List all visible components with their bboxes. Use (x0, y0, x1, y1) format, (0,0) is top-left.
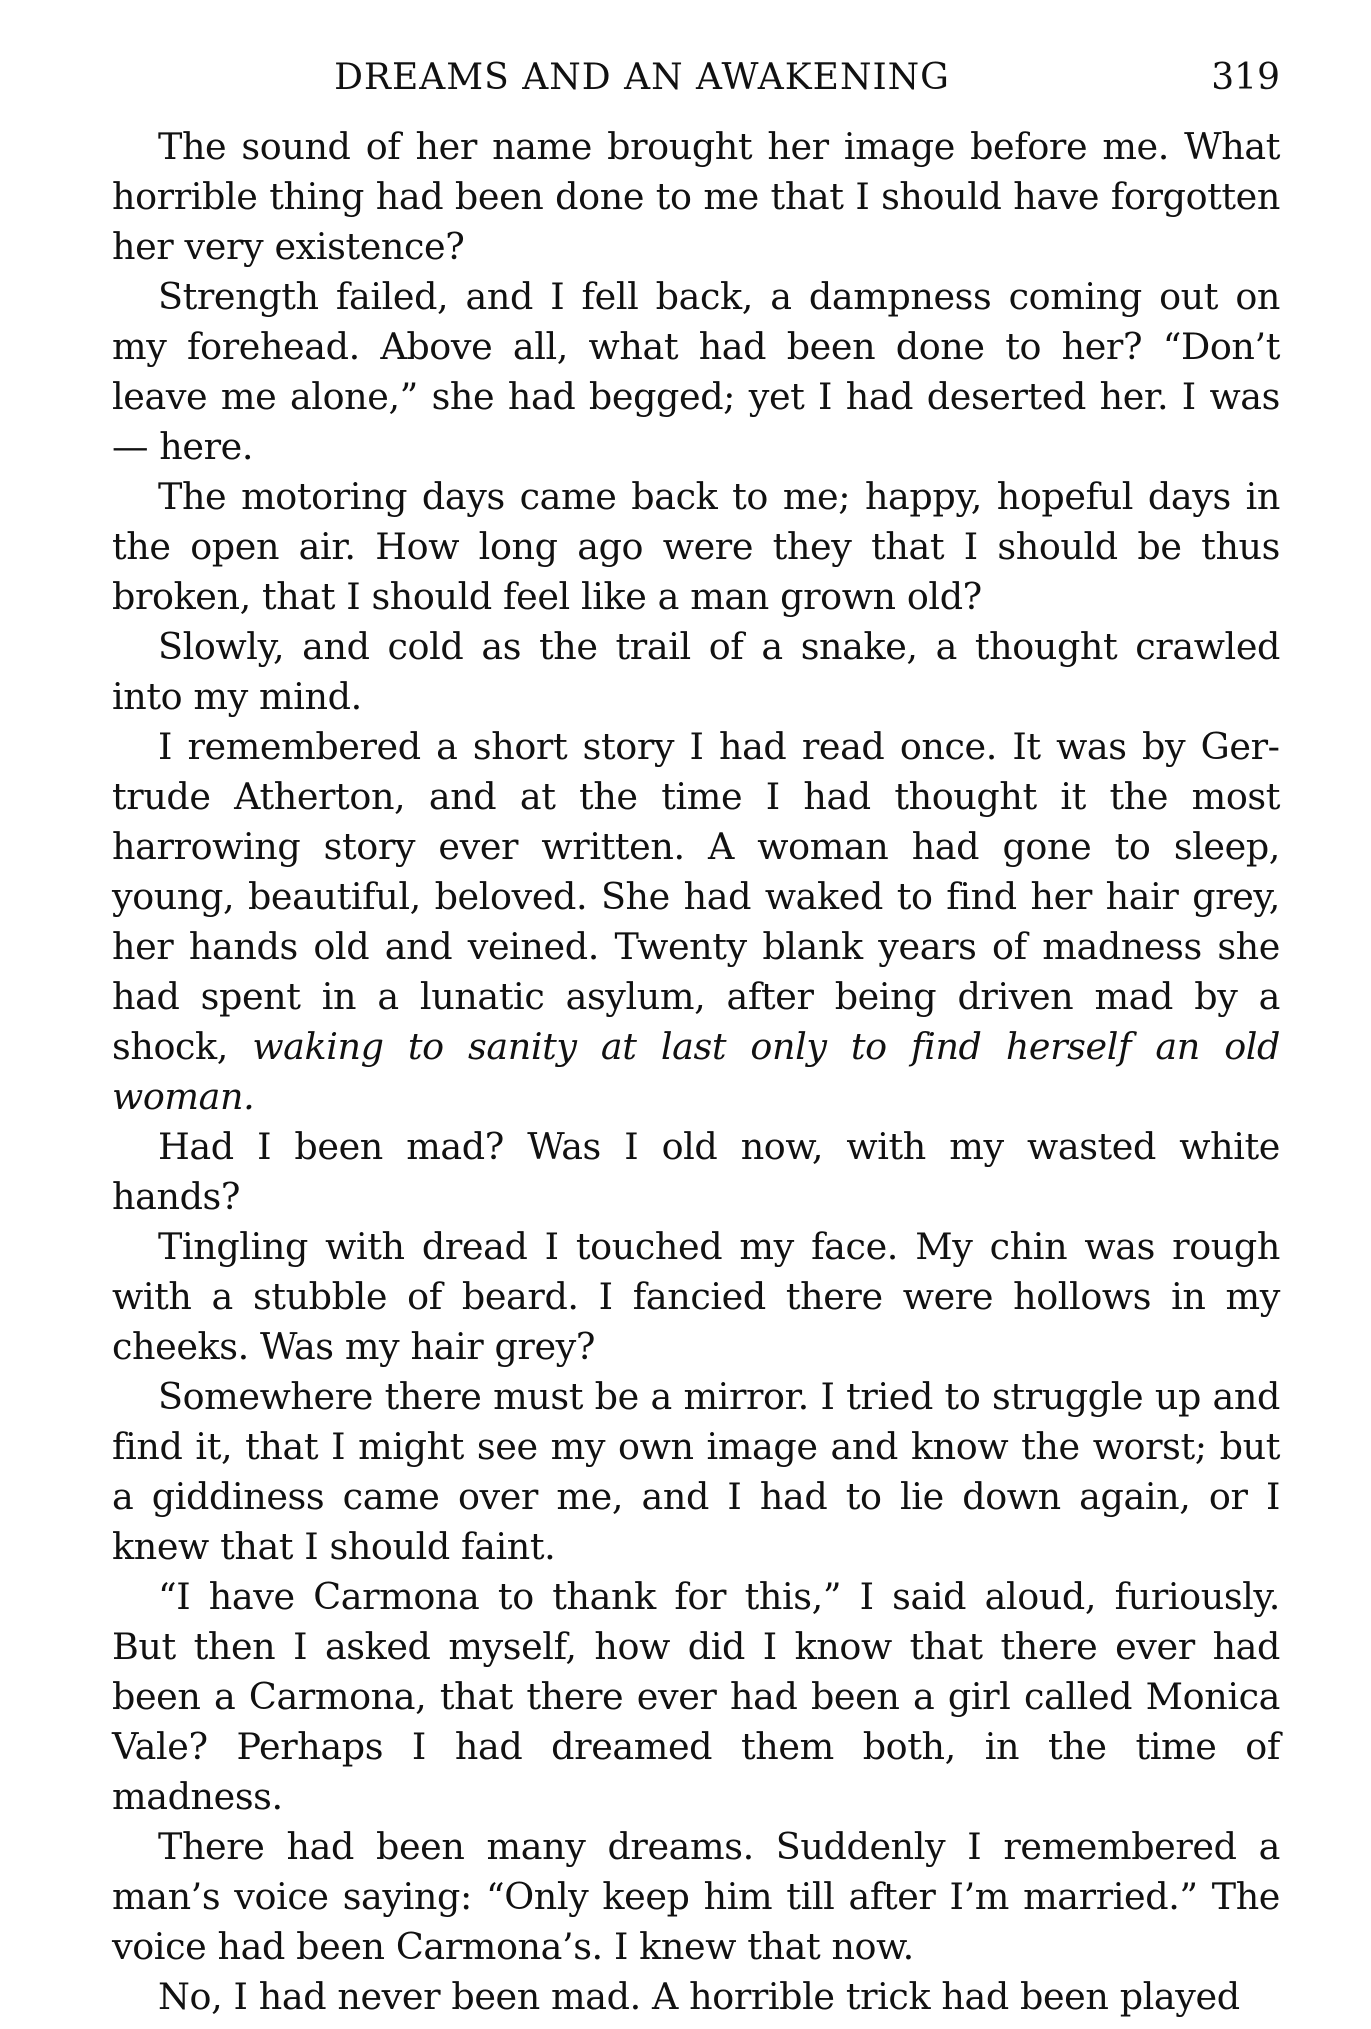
paragraph-italic-text: waking to sanity at last only to find herself an old woman. (112, 1025, 1281, 1118)
paragraph-roman-text: I remembered a short story I had read once. It was by Gertrude Atherton, and at the time I had thought it the most harrowing story ever written. A woman had gone to sleep, young, beautiful, beloved. She had waked to find her hair grey, her hands old and veined. Twenty blank years of madness she had spent in a lunatic asylum, after being driven mad by a shock, (112, 725, 1280, 1068)
body-text (112, 122, 1280, 2022)
paragraph: “I have Carmona to thank for this,” I said aloud, furiously. But then I asked myself, how did I know that there ever had been a Carmona, that there ever had been a girl called Monica Vale? Perhaps I had dreamed them both, in the time of madness. (112, 1575, 1280, 1818)
paragraph: No, I had never been mad. A horrible trick had been played (158, 1975, 1240, 2018)
paragraph: Strength failed, and I fell back, a dampness coming out on my forehead. Above all, what had been done to her? “Don’t leave me alone,” she had begged; yet I had deserted her. I was — here. (112, 275, 1280, 468)
paragraph: There had been many dreams. Suddenly I remembered a man’s voice saying: “Only keep him till after I’m married.” The voice had been Carmona’s. I knew that now. (112, 1825, 1280, 1968)
running-title: DREAMS AND AN AWAKENING (334, 57, 950, 98)
paragraph: Slowly, and cold as the trail of a snake, a thought crawled into my mind. (112, 625, 1280, 718)
paragraph: Somewhere there must be a mirror. I tried to struggle up and find it, that I might see my own image and know the worst; but a giddiness came over me, and I had to lie down again, or I knew that I should faint. (112, 1375, 1280, 1568)
page-number: 319 (1211, 57, 1280, 98)
paragraph: The motoring days came back to me; happy, hopeful days in the open air. How long ago were they that I should be thus broken, that I should feel like a man grown old? (112, 475, 1280, 618)
paragraph: The sound of her name brought her image before me. What horrible thing had been done to me that I should have forgotten her very existence? (112, 125, 1280, 268)
paragraph: Had I been mad? Was I old now, with my wasted white hands? (112, 1125, 1280, 1218)
running-head (112, 50, 1280, 106)
paragraph (112, 722, 1280, 1122)
paragraph: Tingling with dread I touched my face. My chin was rough with a stubble of beard. I fancied there were hollows in my cheeks. Was my hair grey? (112, 1225, 1280, 1368)
